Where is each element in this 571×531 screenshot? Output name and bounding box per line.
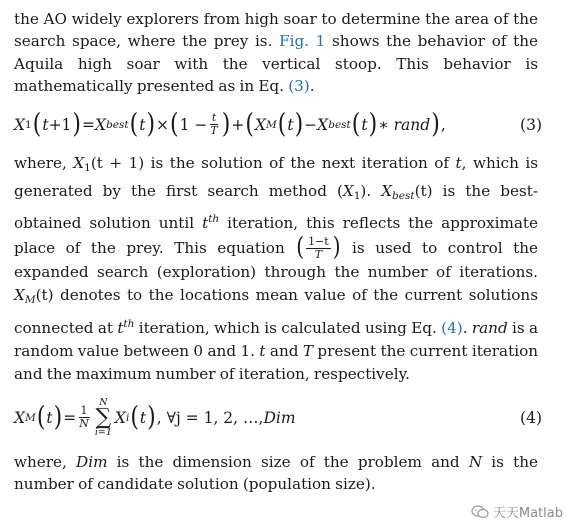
wechat-icon <box>471 505 489 519</box>
watermark <box>471 502 563 521</box>
equation-link-3[interactable]: (3) <box>288 77 310 96</box>
equation-number-4: (4) <box>520 408 542 427</box>
fraction-1-over-N: $\frac{1}{N}$ <box>79 404 89 430</box>
summation-symbol: N ∑ i=1 <box>94 396 112 438</box>
equation-number-3: (3) <box>520 115 542 134</box>
fraction-t-over-T: $\frac{t}{T}$ <box>210 111 218 138</box>
equation-4: X M ( t ) = $\frac{1}{N}$ N ∑ i=1 X i ( t ) , ∀j = 1, 2, …, Dim (4) <box>14 396 542 438</box>
paragraph-2: where, $X_1(t + 1)$ is the solution of the next iteration of t, which is generated by the first search method $(X_1)$. $X_{best}(t)$ is the best-obtained solution until $t^{th}$ iteration, this reflects the approximate place of the prey. This equation ( $\frac{1-t}{T}$ ) is used to control the expanded search (exploration) through the number of iterations. $X_M(t)$ denotes to the locations mean value of the current solutions connected at $t^{th}$ iteration, which is calculated using Eq. (4). rand is a random value between 0 and 1. t and T present the current iteration and the maximum number of iteration, respectively. <box>14 153 539 384</box>
fraction-inline: $\frac{1-t}{T}$ <box>308 235 329 262</box>
watermark-label: 天天Matlab <box>492 506 563 521</box>
equation-link-4[interactable]: (4) <box>441 318 463 337</box>
figure-link[interactable]: Fig. 1 <box>279 32 326 51</box>
paper-page <box>14 6 542 495</box>
paragraph-3: where, Dim is the dimension size of the problem and N is the number of candidate solution (population size). <box>14 452 538 493</box>
equation-3: X 1 ( t +1 ) = X best ( t ) × ( 1 − $\frac{t}{T}$ ) + ( X M ( t ) − X best ( t ) ∗ rand ) , (3) <box>14 108 542 140</box>
paragraph-1: the AO widely explorers from high soar to determine the area of the search space, where the prey is. Fig. 1 shows the behavior of the Aquila high soar with the vertical stoop. This behavior is mathematically presented as in Eq. (3). <box>14 10 538 96</box>
